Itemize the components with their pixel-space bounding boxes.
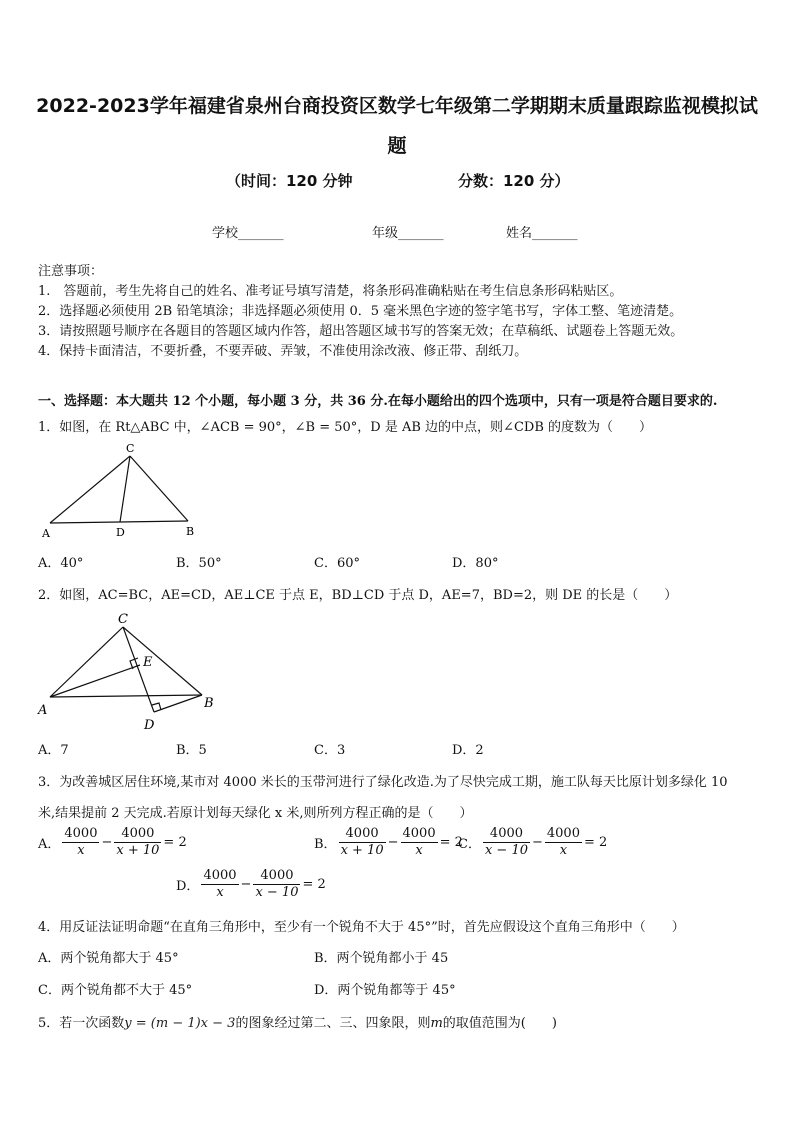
q1-segment-cd xyxy=(120,456,130,522)
equals-two: = 2 xyxy=(163,835,187,850)
q2-label-b: B xyxy=(204,696,214,711)
q1-segment-ab xyxy=(50,521,188,523)
q5-variable: m xyxy=(430,1016,443,1031)
q3-option-c[interactable] xyxy=(458,826,607,859)
denominator: x − 10 xyxy=(484,843,528,858)
q3-option-d-fraction-2 xyxy=(253,868,300,901)
denominator: x + 10 xyxy=(340,843,384,858)
q3-text-line-1: 3．为改善城区居住环境,某市对 4000 米长的玉带河进行了绿化改造.为了尽快完成工期，施工队每天比原计划多绿化 10 xyxy=(38,775,728,790)
equals-two: = 2 xyxy=(439,835,463,850)
q2-segment-ac xyxy=(50,627,123,697)
q2-label-c: C xyxy=(118,612,128,627)
title-line-2: 题 xyxy=(387,135,407,157)
q3-option-c-fraction-2 xyxy=(545,826,582,859)
notice-heading: 注意事项： xyxy=(38,264,104,279)
q4-option-b[interactable]: B．两个锐角都小于 45 xyxy=(314,951,449,966)
q5-prefix: 5．若一次函数 xyxy=(38,1016,125,1031)
equals-two: = 2 xyxy=(302,877,326,892)
notice-item: 2．选择题必须使用 2B 铅笔填涂；非选择题必须使用 0．5 毫米黑色字迹的签字笔书写，字体工整、笔迹清楚。 xyxy=(38,304,683,319)
exam-time: （时间：120 分钟 xyxy=(226,172,353,190)
q5-middle: 的图象经过第二、三、四象限，则 xyxy=(235,1016,431,1031)
q1-label-b: B xyxy=(186,525,195,538)
minus-sign: − xyxy=(531,835,543,850)
q2-option-b[interactable]: B．5 xyxy=(176,743,207,758)
minus-sign: − xyxy=(101,835,113,850)
q3-text-line-2: 米,结果提前 2 天完成.若原计划每天绿化 x 米,则所列方程正确的是（ ） xyxy=(38,806,473,821)
numerator: 4000 xyxy=(203,868,237,883)
q5-suffix: 的取值范围为( ) xyxy=(442,1016,557,1031)
q1-figure xyxy=(40,440,210,540)
q2-option-d[interactable]: D．2 xyxy=(452,743,484,758)
exam-title xyxy=(30,86,764,166)
q4-option-c[interactable]: C．两个锐角都不大于 45° xyxy=(38,983,193,998)
q2-figure xyxy=(34,608,224,734)
q4-option-a[interactable]: A．两个锐角都大于 45° xyxy=(38,951,179,966)
q3-option-a-fraction-1 xyxy=(62,826,99,859)
denominator: x xyxy=(216,885,224,900)
q3-option-d-label: D． xyxy=(176,879,200,894)
name-field[interactable]: 姓名_______ xyxy=(506,226,578,241)
q3-option-d[interactable] xyxy=(176,868,326,901)
q2-option-a[interactable]: A．7 xyxy=(38,743,69,758)
q1-option-a[interactable]: A．40° xyxy=(38,556,84,571)
q5-text xyxy=(38,1012,768,1031)
q3-option-a[interactable] xyxy=(38,826,187,859)
denominator: x xyxy=(415,843,423,858)
q3-option-a-fraction-2 xyxy=(114,826,161,859)
equals-two: = 2 xyxy=(583,835,608,850)
q2-text: 2．如图，AC=BC，AE=CD，AE⊥CE 于点 E，BD⊥CD 于点 D，AE=7，BD=2，则 DE 的长是（ ） xyxy=(38,588,678,603)
q4-option-d[interactable]: D．两个锐角都等于 45° xyxy=(314,983,456,998)
q1-option-c[interactable]: C．60° xyxy=(314,556,360,571)
q3-option-c-label: C． xyxy=(458,837,481,852)
numerator: 4000 xyxy=(402,826,436,841)
q2-label-d: D xyxy=(144,718,155,733)
q1-text: 1．如图，在 Rt△ABC 中，∠ACB = 90°，∠B = 50°，D 是 AB 边的中点，则∠CDB 的度数为（ ） xyxy=(38,420,653,435)
numerator: 4000 xyxy=(483,826,530,843)
q2-label-a: A xyxy=(38,703,48,718)
grade-field[interactable]: 年级_______ xyxy=(372,226,444,241)
q1-label-c: C xyxy=(126,442,135,455)
numerator: 4000 xyxy=(339,826,386,843)
q1-segment-ac xyxy=(50,456,130,523)
denominator: x + 10 xyxy=(116,843,160,858)
q1-segment-cb xyxy=(130,456,188,521)
title-line-1: 2022-2023学年福建省泉州台商投资区数学七年级第二学期期末质量跟踪监视模拟试 xyxy=(36,95,758,117)
denominator: x − 10 xyxy=(255,885,299,900)
notice-item: 1. 答题前，考生先将自己的姓名、准考证号填写清楚，将条形码准确粘贴在考生信息条形码粘贴区。 xyxy=(38,284,623,299)
minus-sign: − xyxy=(387,835,399,850)
school-field[interactable]: 学校_______ xyxy=(212,226,284,241)
q5-formula: y = (m − 1)x − 3 xyxy=(124,1016,236,1031)
q1-label-d: D xyxy=(116,526,125,539)
q3-option-b-fraction-1 xyxy=(339,826,386,859)
q3-option-d-fraction-1 xyxy=(201,868,238,901)
q2-segment-ae xyxy=(50,665,140,697)
q3-option-a-label: A． xyxy=(38,837,61,852)
q3-option-c-fraction-1 xyxy=(483,826,530,859)
q3-option-b-fraction-2 xyxy=(401,826,438,859)
q1-option-b[interactable]: B．50° xyxy=(176,556,222,571)
notice-item: 3．请按照题号顺序在各题目的答题区域内作答，超出答题区域书写的答案无效；在草稿纸、试题卷上答题无效。 xyxy=(38,324,684,339)
q2-segment-ab xyxy=(50,695,202,697)
notice-block xyxy=(38,262,768,362)
q4-text: 4．用反证法证明命题“在直角三角形中，至少有一个锐角不大于 45°”时，首先应假设这个直角三角形中（ ） xyxy=(38,920,685,935)
q3-option-b[interactable] xyxy=(314,826,463,859)
notice-item: 4．保持卡面清洁，不要折叠，不要弄破、弄皱，不准使用涂改液、修正带、刮纸刀。 xyxy=(38,344,528,359)
exam-score: 分数：120 分） xyxy=(458,172,570,190)
q1-label-a: A xyxy=(42,527,50,540)
numerator: 4000 xyxy=(64,826,98,841)
numerator: 4000 xyxy=(546,826,580,841)
q3-option-b-label: B． xyxy=(314,837,337,852)
q2-option-c[interactable]: C．3 xyxy=(314,743,346,758)
q2-label-e: E xyxy=(143,655,153,670)
denominator: x xyxy=(559,843,568,858)
numerator: 4000 xyxy=(253,868,300,885)
denominator: x xyxy=(77,843,85,858)
minus-sign: − xyxy=(240,877,252,892)
numerator: 4000 xyxy=(114,826,161,843)
q1-option-d[interactable]: D．80° xyxy=(452,556,499,571)
section-1-heading: 一、选择题：本大题共 12 个小题，每小题 3 分，共 36 分.在每小题给出的四个选项中，只有一项是符合题目要求的. xyxy=(38,394,718,409)
